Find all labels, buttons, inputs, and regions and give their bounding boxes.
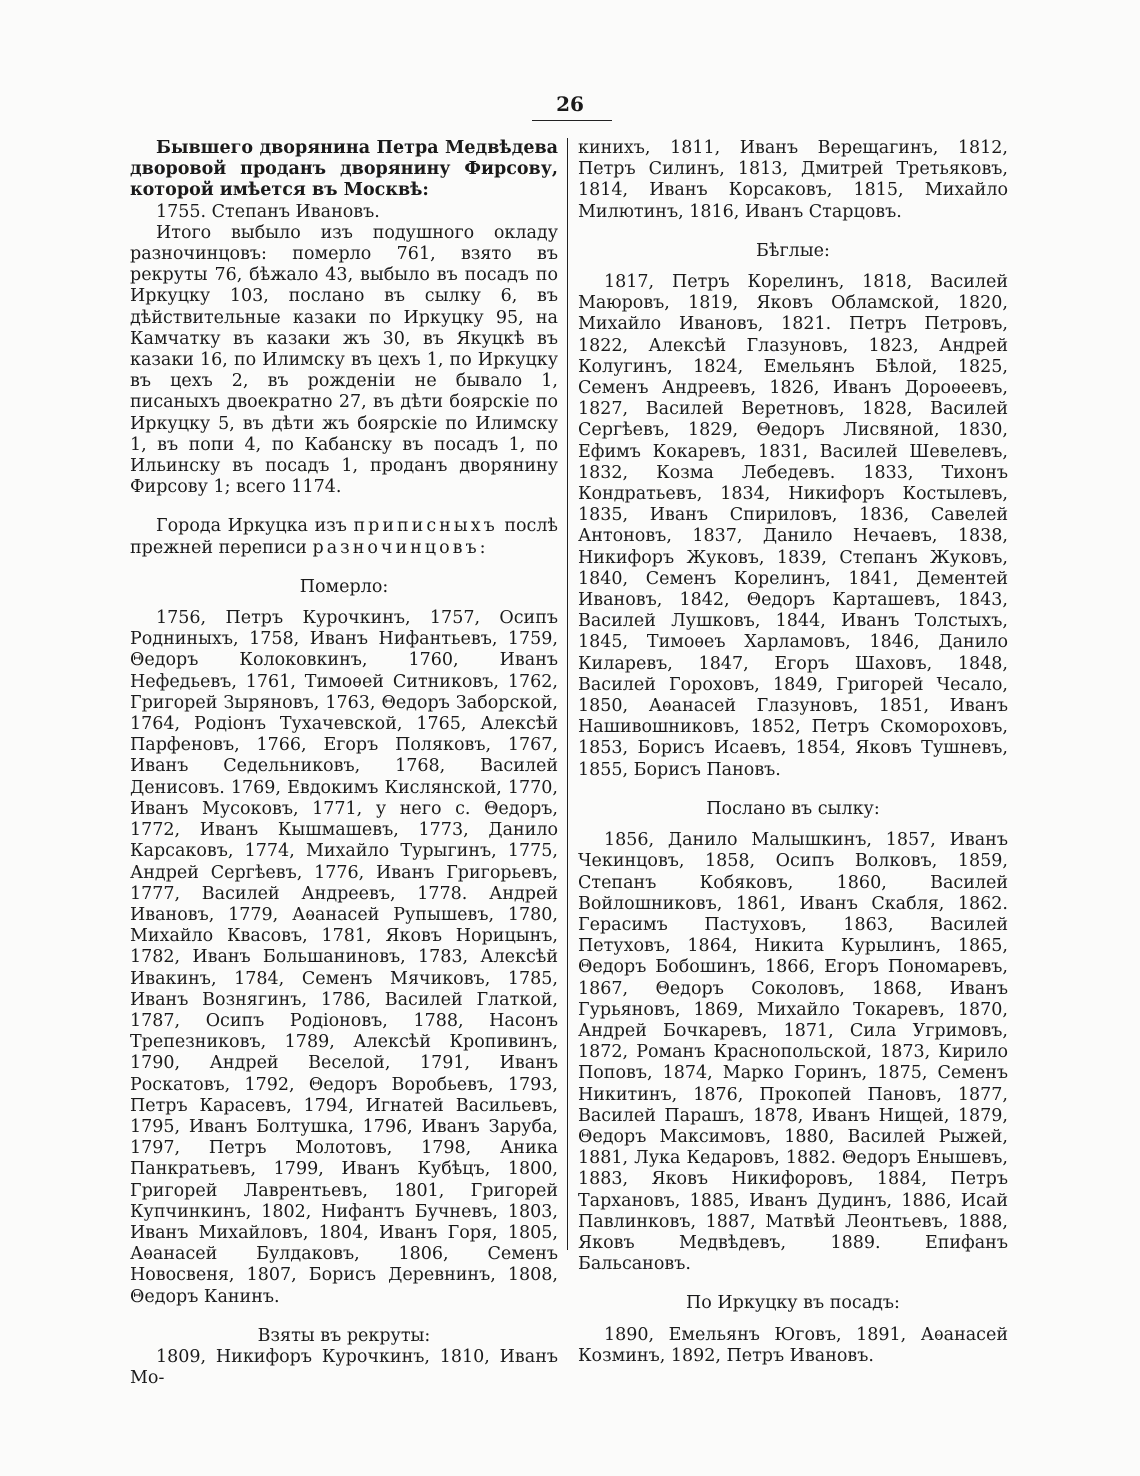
text-irkutsk-c: послѣ прежней переписи xyxy=(130,516,558,558)
list-rekruty-continued: кинихъ, 1811, Иванъ Верещагинъ, 1812, Петръ Силинъ, 1813, Дмитрей Третьяковъ, 1814, Иванъ Корсаковъ, 1815, Михайло Милютинъ, 1816, Иванъ Старцовъ. xyxy=(578,138,1008,222)
section-heading-rekruty: Взяты въ рекруты: xyxy=(257,1325,431,1346)
list-beglye: 1817, Петръ Корелинъ, 1818, Василей Маюровъ, 1819, Яковъ Обламской, 1820, Михайло Ивановъ, 1821. Петръ Петровъ, 1822, Алексѣй Глазуновъ, 1823, Андрей Колугинъ, 1824, Емельянъ Бѣлой, 1825, Семенъ Андреевъ, 1826, Иванъ Дороѳеевъ, 1827, Василей Веретновъ, 1828, Василей Сергѣевъ, 1829, Θедоръ Лисвяной, 1830, Ефимъ Кокаревъ, 1831, Василей Шевелевъ, 1832, Козма Лебедевъ. 1833, Тихонъ Кондратьевъ, 1834, Никифоръ Костылевъ, 1835, Иванъ Спириловъ, 1836, Савелей Антоновъ, 1837, Данило Нечаевъ, 1838, Никифоръ Жуковъ, 1839, Степанъ Жуковъ, 1840, Семенъ Корелинъ, 1841, Дементей Ивановъ, 1842, Θедоръ Карташевъ, 1843, Василей Лушковъ, 1844, Иванъ Толстыхъ, 1845, Тимоѳеъ Харламовъ, 1846, Данило Киларевъ, 1847, Егоръ Шаховъ, 1848, Василей Гороховъ, 1849, Григорей Чесало, 1850, Аѳанасей Глазуновъ, 1851, Иванъ Нашивошниковъ, 1852, Петръ Скомороховъ, 1853, Борисъ Исаевъ, 1854, Яковъ Тушневъ, 1855, Борисъ Пановъ. xyxy=(578,272,1008,780)
section-heading-posad: По Иркуцку въ посадъ: xyxy=(686,1293,900,1314)
column-divider xyxy=(567,138,568,1250)
right-column xyxy=(578,138,1008,1367)
section-heading-beglye: Бѣглые: xyxy=(756,240,830,261)
entry-1755: 1755. Степанъ Ивановъ. xyxy=(156,201,380,222)
list-rekruty-start: 1809, Никифоръ Курочкинъ, 1810, Иванъ Мо- xyxy=(130,1346,558,1389)
page-number-rule xyxy=(532,120,612,121)
list-sylka: 1856, Данило Малышкинъ, 1857, Иванъ Чекинцовъ, 1858, Осипъ Волковъ, 1859, Степанъ Кобяковъ, 1860, Василей Войлошниковъ, 1861, Иванъ Скабля, 1862. Герасимъ Пастуховъ, 1863, Василей Петуховъ, 1864, Никита Курылинъ, 1865, Θедоръ Бобошинъ, 1866, Егоръ Пономаревъ, 1867, Θедоръ Соколовъ, 1868, Иванъ Гурьяновъ, 1869, Михайло Токаревъ, 1870, Андрей Бочкаревъ, 1871, Сила Угримовъ, 1872, Романъ Краснопольской, 1873, Кирило Поповъ, 1874, Марко Горинъ, 1875, Семенъ Никитинъ, 1876, Прокопей Пановъ, 1877, Василей Парашъ, 1878, Иванъ Нищей, 1879, Θедоръ Максимовъ, 1880, Василей Рыжей, 1881, Лука Кедаровъ, 1882. Θедоръ Енышевъ, 1883, Яковъ Никифоровъ, 1884, Петръ Тархановъ, 1885, Иванъ Дудинъ, 1886, Исай Павлинковъ, 1887, Матвѣй Леонтьевъ, 1888, Яковъ Медвѣдевъ, 1889. Епифанъ Бальсановъ. xyxy=(578,830,1008,1275)
list-pomerlo: 1756, Петръ Курочкинъ, 1757, Осипъ Родниныхъ, 1758, Иванъ Нифантьевъ, 1759, Θедоръ Колоковкинъ, 1760, Иванъ Нефедьевъ, 1761, Тимоѳей Ситниковъ, 1762, Григорей Зыряновъ, 1763, Θедоръ Заборской, 1764, Родіонъ Тухачевской, 1765, Алексѣй Парфеновъ, 1766, Егоръ Поляковъ, 1767, Иванъ Седельниковъ, 1768, Василей Денисовъ. 1769, Евдокимъ Кислянской, 1770, Иванъ Мусоковъ, 1771, у него с. Θедоръ, 1772, Иванъ Кышмашевъ, 1773, Данило Карсаковъ, 1774, Михайло Турыгинъ, 1775, Андрей Сергѣевъ, 1776, Иванъ Григорьевъ, 1777, Василей Андреевъ, 1778. Андрей Ивановъ, 1779, Аѳанасей Рупышевъ, 1780, Михайло Квасовъ, 1781, Яковъ Норицынъ, 1782, Иванъ Большаниновъ, 1783, Алексѣй Ивакинъ, 1784, Семенъ Мячиковъ, 1785, Иванъ Вознягинъ, 1786, Василей Глаткой, 1787, Осипъ Родіоновъ, 1788, Насонъ Трепезниковъ, 1789, Алексѣй Кропивинъ, 1790, Андрей Веселой, 1791, Иванъ Роскатовъ, 1792, Θедоръ Воробьевъ, 1793, Петръ Карасевъ, 1794, Игнатей Васильевъ, 1795, Иванъ Болтушка, 1796, Иванъ Заруба, 1797, Петръ Молотовъ, 1798, Аника Панкратьевъ, 1799, Иванъ Кубѣцъ, 1800, Григорей Лаврентьевъ, 1801, Григорей Купчинкинъ, 1802, Нифантъ Бучневъ, 1803, Иванъ Михайловъ, 1804, Иванъ Горя, 1805, Аѳанасей Булдаковъ, 1806, Семенъ Новосвеня, 1807, Борисъ Деревнинъ, 1808, Θедоръ Канинъ. xyxy=(130,608,558,1307)
text-irkutsk-d: разночинцовъ: xyxy=(312,537,489,558)
section-heading-pomerlo: Померло: xyxy=(299,576,389,597)
paragraph-medvedev-serf: Бывшего дворянина Петра Медвѣдева дворовой проданъ дворянину Фирсову, которой имѣется въ Москвѣ: xyxy=(130,138,558,201)
left-column xyxy=(130,138,558,1389)
text-irkutsk-a: Города Иркуцка изъ xyxy=(156,516,347,537)
section-heading-sylka: Послано въ сылку: xyxy=(706,798,880,819)
paragraph-irkutsk-heading xyxy=(130,516,558,558)
page-number: 26 xyxy=(556,92,584,116)
text-irkutsk-b: приписныхъ xyxy=(353,516,498,537)
list-posad: 1890, Емельянъ Юговъ, 1891, Аѳанасей Козминъ, 1892, Петръ Ивановъ. xyxy=(578,1324,1008,1366)
paragraph-total-summary: Итого выбыло изъ подушного окладу разночинцовъ: померло 761, взято въ рекруты 76, бѣжало 43, выбыло въ посадъ по Иркуцку 103, послано въ сылку 6, въ дѣйствительные казаки по Иркуцку 95, на Камчатку въ казаки жъ 30, въ Якуцкѣ въ казаки 16, по Илимску въ цехъ 1, по Иркуцку въ цехъ 2, въ рожденіи не бывало 1, писаныхъ двоекратно 27, въ дѣти боярскіе по Иркуцку 5, въ дѣти жъ боярскіе по Илимску 1, въ попи 4, по Кабанску въ посадъ 1, по Ильинску въ посадъ 1, проданъ дворянину Фирсову 1; всего 1174. xyxy=(130,222,558,498)
